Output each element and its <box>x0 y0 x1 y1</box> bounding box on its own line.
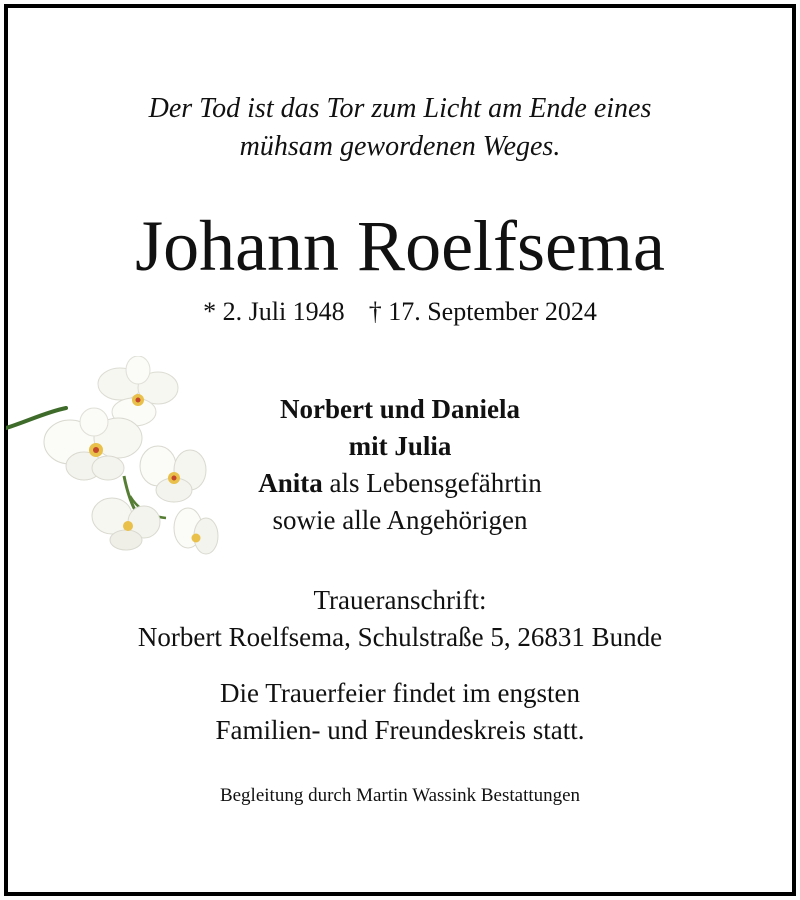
mourners-line-3 <box>0 465 800 502</box>
mourners-line-1: Norbert und Daniela <box>279 394 520 424</box>
death-date: † 17. September 2024 <box>368 297 597 326</box>
mourner-anita-role: als Lebensgefährtin <box>322 468 542 498</box>
ceremony-line-1: Die Trauerfeier findet im engsten <box>220 678 580 708</box>
birth-date: * 2. Juli 1948 <box>203 297 345 326</box>
mourners-line-2: mit Julia <box>348 431 452 461</box>
address-value: Norbert Roelfsema, Schulstraße 5, 26831 Bunde <box>137 622 663 652</box>
address-label: Traueranschrift: <box>313 585 487 615</box>
undertaker-note: Begleitung durch Martin Wassink Bestattungen <box>219 785 581 806</box>
deceased-name: Johann Roelfsema <box>135 206 665 286</box>
mourners-line-4: sowie alle Angehörigen <box>272 505 528 535</box>
life-dates <box>0 296 800 328</box>
motto-line-1: Der Tod ist das Tor zum Licht am Ende eines <box>148 93 652 124</box>
mourner-anita-name: Anita <box>258 468 323 498</box>
ceremony-line-2: Familien- und Freundeskreis statt. <box>215 715 585 745</box>
motto-line-2: mühsam gewordenen Weges. <box>239 131 561 162</box>
